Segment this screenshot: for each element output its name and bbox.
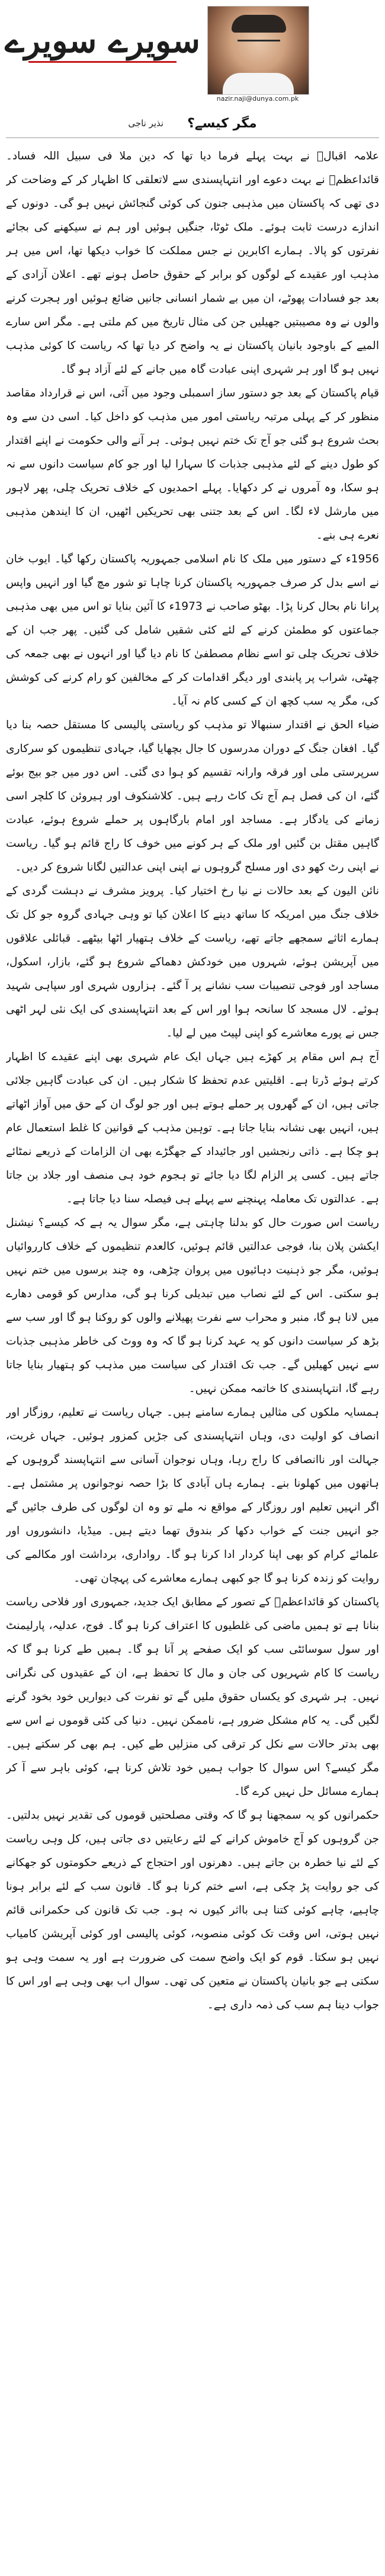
author-photo-shirt [223,73,294,94]
author-name: نذیر ناجی [128,118,164,129]
paragraph: قیام پاکستان کے بعد جو دستور ساز اسمبلی وجود میں آئی، اس نے قرارداد مقاصد منظور کر کے پہلی مرتبہ ریاستی امور میں مذہب کو داخل کیا۔ اسی دن سے وہ بحث شروع ہو گئی جو آج تک ختم نہیں ہوئی۔ ہر آنے والی حکومت نے اپنے اقتدار کو طول دینے کے لئے مذہبی جذبات کا سہارا لیا اور جو کام سیاست دانوں سے نہ ہو سکا، وہ آمروں نے کر دکھایا۔ پہلے احمدیوں کے خلاف تحریک چلی، پھر لاہور میں مارشل لاء لگا۔ اس کے بعد جتنی بھی تحریکیں اٹھیں، ان کا ایندھن مذہبی نعرے ہی بنے۔ [6,387,379,542]
paragraph: ضیاء الحق نے اقتدار سنبھالا تو مذہب کو ریاستی پالیسی کا مستقل حصہ بنا دیا گیا۔ افغان جنگ کے دوران مدرسوں کا جال بچھایا گیا، جہادی تنظیموں کو سرکاری سرپرستی ملی اور فرقہ وارانہ تقسیم کو ہوا دی گئی۔ اس دور میں جو بیج بوئے گئے، ان کی فصل ہم آج تک کاٹ رہے ہیں۔ کلاشنکوف اور ہیروئن کا کلچر اسی زمانے کی یادگار ہے۔ مساجد اور امام بارگاہوں پر حملے شروع ہوئے، عبادت گاہیں مقتل بن گئیں اور ملک کے ہر کونے میں خوف کا راج قائم ہو گیا۔ ریاست نے اپنی رٹ کھو دی اور مسلح گروہوں نے اپنی اپنی عدالتیں لگانا شروع کر دیں۔ [6,719,379,873]
paragraph: 1956ء کے دستور میں ملک کا نام اسلامی جمہوریہ پاکستان رکھا گیا۔ ایوب خان نے اسے بدل کر صرف جمہوریہ پاکستان کرنا چاہا تو شور مچ گیا اور انہیں واپس پرانا نام بحال کرنا پڑا۔ بھٹو صاحب نے 1973ء کا آئین بنایا تو اس میں بھی مذہبی جماعتوں کو مطمئن کرنے کے لئے کئی شقیں شامل کی گئیں۔ پھر جب ان کے خلاف تحریک چلی تو اسے نظام مصطفیٰ کا نام دیا گیا اور انہوں نے بھی جمعہ کی چھٹی، شراب پر پابندی اور دیگر اقدامات کر کے مخالفین کو رام کرنے کی کوشش کی، مگر یہ سب کچھ ان کے کسی کام نہ آیا۔ [6,553,379,708]
author-photo-glasses [238,40,280,50]
paragraph: نائن الیون کے بعد حالات نے نیا رخ اختیار کیا۔ پرویز مشرف نے دہشت گردی کے خلاف جنگ میں امریکہ کا ساتھ دینے کا اعلان کیا تو وہی جہادی گروہ جو کل تک ہمارے اثاثے سمجھے جاتے تھے، ریاست کے خلاف ہتھیار اٹھا بیٹھے۔ قبائلی علاقوں میں آپریشن ہوئے، شہروں میں خودکش دھماکے شروع ہو گئے، بازار، اسکول، مساجد اور فوجی تنصیبات سب نشانے پر آ گئے۔ ہزاروں شہری اور سپاہی شہید ہوئے۔ لال مسجد کا سانحہ ہوا اور اس کے بعد انتہاپسندی کی ایک نئی لہر اٹھی جس نے پورے معاشرے کو اپنی لپیٹ میں لے لیا۔ [6,885,379,1039]
column-logo [5,8,200,78]
title-divider [6,137,379,138]
paragraph: ہمسایہ ملکوں کی مثالیں ہمارے سامنے ہیں۔ جہاں ریاست نے تعلیم، روزگار اور انصاف کو اولیت دی، وہاں انتہاپسندی کی جڑیں کمزور ہوئیں۔ جہاں غربت، جہالت اور ناانصافی کا راج رہا، وہاں نوجوان آسانی سے انتہاپسند گروہوں کے ہاتھوں میں کھلونا بنے۔ ہمارے ہاں آبادی کا بڑا حصہ نوجوانوں پر مشتمل ہے۔ اگر انہیں تعلیم اور روزگار کے مواقع نہ ملے تو وہ ان لوگوں کی طرف جائیں گے جو انہیں جنت کے خواب دکھا کر بندوق تھما دیتے ہیں۔ میڈیا، دانشوروں اور علمائے کرام کو بھی اپنا کردار ادا کرنا ہو گا۔ رواداری، برداشت اور مکالمے کی روایت کو زندہ کرنا ہو گا جو کبھی ہمارے معاشرے کی پہچان تھی۔ [6,1406,379,1585]
brand-underline [28,61,177,63]
article-body [6,145,379,2568]
title-row [0,113,385,134]
column-masthead [0,0,385,103]
paragraph: ریاست اس صورت حال کو بدلنا چاہتی ہے، مگر سوال یہ ہے کہ کیسے؟ نیشنل ایکشن پلان بنا، فوجی عدالتیں قائم ہوئیں، کالعدم تنظیموں کے خلاف کارروائیاں ہوئیں، مگر جو ذہنیت دہائیوں میں پروان چڑھی، وہ چند برسوں میں ختم نہیں ہو سکتی۔ اس کے لئے نصاب میں تبدیلی کرنا ہو گی، مدارس کو قومی دھارے میں لانا ہو گا، منبر و محراب سے نفرت پھیلانے والوں کو روکنا ہو گا اور سب سے بڑھ کر سیاست دانوں کو یہ عہد کرنا ہو گا کہ وہ ووٹ کی خاطر مذہبی جذبات سے نہیں کھیلیں گے۔ جب تک اقتدار کی سیاست میں مذہب کو ہتھیار بنایا جاتا رہے گا، انتہاپسندی کا خاتمہ ممکن نہیں۔ [6,1217,379,1395]
author-photo [207,6,309,95]
column-brand-name: سویرے سویرے [5,21,200,60]
author-photo-hair [232,15,286,33]
paragraph: علامہ اقبالؒ نے بہت پہلے فرما دیا تھا کہ دین ملا فی سبیل اللہ فساد۔ قائداعظمؒ نے بہت دعوے اور انتہاپسندی سے لاتعلقی کا اظہار کر کے وضاحت کر دی تھی کہ پاکستان میں مذہبی جنون کی کوئی گنجائش نہیں ہو گی۔ دونوں کے اندازے درست ثابت ہوئے۔ ملک ٹوٹا، جنگیں ہوئیں اور ہم نے سیکھنے کی بجائے نفرتوں کو پالا۔ ہمارے اکابرین نے جس مملکت کا خواب دیکھا تھا، اس میں ہر مذہب اور عقیدے کے لوگوں کو برابر کے حقوق حاصل ہونے تھے۔ اعلان آزادی کے بعد جو فسادات پھوٹے، ان میں بے شمار انسانی جانیں ضائع ہوئیں اور ہجرت کرنے والوں نے وہ مصیبتیں جھیلیں جن کی مثال تاریخ میں کم ملتی ہے۔ مگر اس سارے المیے کے باوجود بانیان پاکستان نے یہ واضح کر دیا تھا کہ ریاست کا کوئی مذہب نہیں ہو گا اور ہر شہری اپنی عبادت گاہ میں جانے کے لئے آزاد ہو گا۔ [6,150,379,376]
author-email: nazir.naji@dunya.com.pk [216,95,299,103]
paragraph: آج ہم اس مقام پر کھڑے ہیں جہاں ایک عام شہری بھی اپنے عقیدے کا اظہار کرتے ہوئے ڈرتا ہے۔ اقلیتیں عدم تحفظ کا شکار ہیں۔ ان کی عبادت گاہیں جلائی جاتی ہیں، ان کے گھروں پر حملے ہوتے ہیں اور جو لوگ ان کے حق میں آواز اٹھاتے ہیں، انہیں بھی نشانہ بنایا جاتا ہے۔ توہین مذہب کے قوانین کا غلط استعمال عام ہو چکا ہے۔ ذاتی رنجشیں اور جائیداد کے جھگڑے بھی ان الزامات کے ذریعے نمٹائے جاتے ہیں۔ کسی پر الزام لگا دیا جائے تو ہجوم خود ہی منصف اور جلاد بن جاتا ہے۔ عدالتوں تک معاملہ پہنچنے سے پہلے ہی فیصلہ سنا دیا جاتا ہے۔ [6,1051,379,1205]
paragraph: پاکستان کو قائداعظمؒ کے تصور کے مطابق ایک جدید، جمہوری اور فلاحی ریاست بنانا ہے تو ہمیں ماضی کی غلطیوں کا اعتراف کرنا ہو گا۔ فوج، عدلیہ، پارلیمنٹ اور سول سوسائٹی سب کو ایک صفحے پر آنا ہو گا۔ ہمیں طے کرنا ہو گا کہ ریاست کا کام شہریوں کی جان و مال کا تحفظ ہے، ان کے عقیدوں کی نگرانی نہیں۔ ہر شہری کو یکساں حقوق ملیں گے تو نفرت کی دیواریں خود بخود گرنے لگیں گی۔ یہ کام مشکل ضرور ہے، ناممکن نہیں۔ دنیا کی کئی قوموں نے اس سے بھی بدتر حالات سے نکل کر ترقی کی منزلیں طے کیں۔ ہم بھی کر سکتے ہیں۔ مگر کیسے؟ اس سوال کا جواب ہمیں خود تلاش کرنا ہے، کوئی باہر سے آ کر ہمارے مسائل حل نہیں کرے گا۔ [6,1596,379,1798]
paragraph: حکمرانوں کو یہ سمجھنا ہو گا کہ وقتی مصلحتیں قوموں کی تقدیر نہیں بدلتیں۔ جن گروہوں کو آج خاموش کرانے کے لئے رعایتیں دی جاتی ہیں، کل وہی ریاست کے لئے نیا خطرہ بن جاتے ہیں۔ دھرنوں اور احتجاج کے ذریعے حکومتوں کو جھکانے کی جو روایت پڑ چکی ہے، اسے ختم کرنا ہو گا۔ قانون سب کے لئے برابر ہونا چاہیے، چاہے کوئی کتنا ہی بااثر کیوں نہ ہو۔ جب تک قانون کی حکمرانی قائم نہیں ہوتی، اس وقت تک کوئی منصوبہ، کوئی پالیسی اور کوئی آپریشن کامیاب نہیں ہو سکتا۔ قوم کو ایک واضح سمت کی ضرورت ہے اور یہ سمت وہی ہو سکتی ہے جو بانیان پاکستان نے متعین کی تھی۔ سوال اب بھی وہی ہے اور اس کا جواب دینا ہم سب کی ذمہ داری ہے۔ [6,1809,379,2011]
article-title: مگر کیسے؟ [187,116,257,131]
